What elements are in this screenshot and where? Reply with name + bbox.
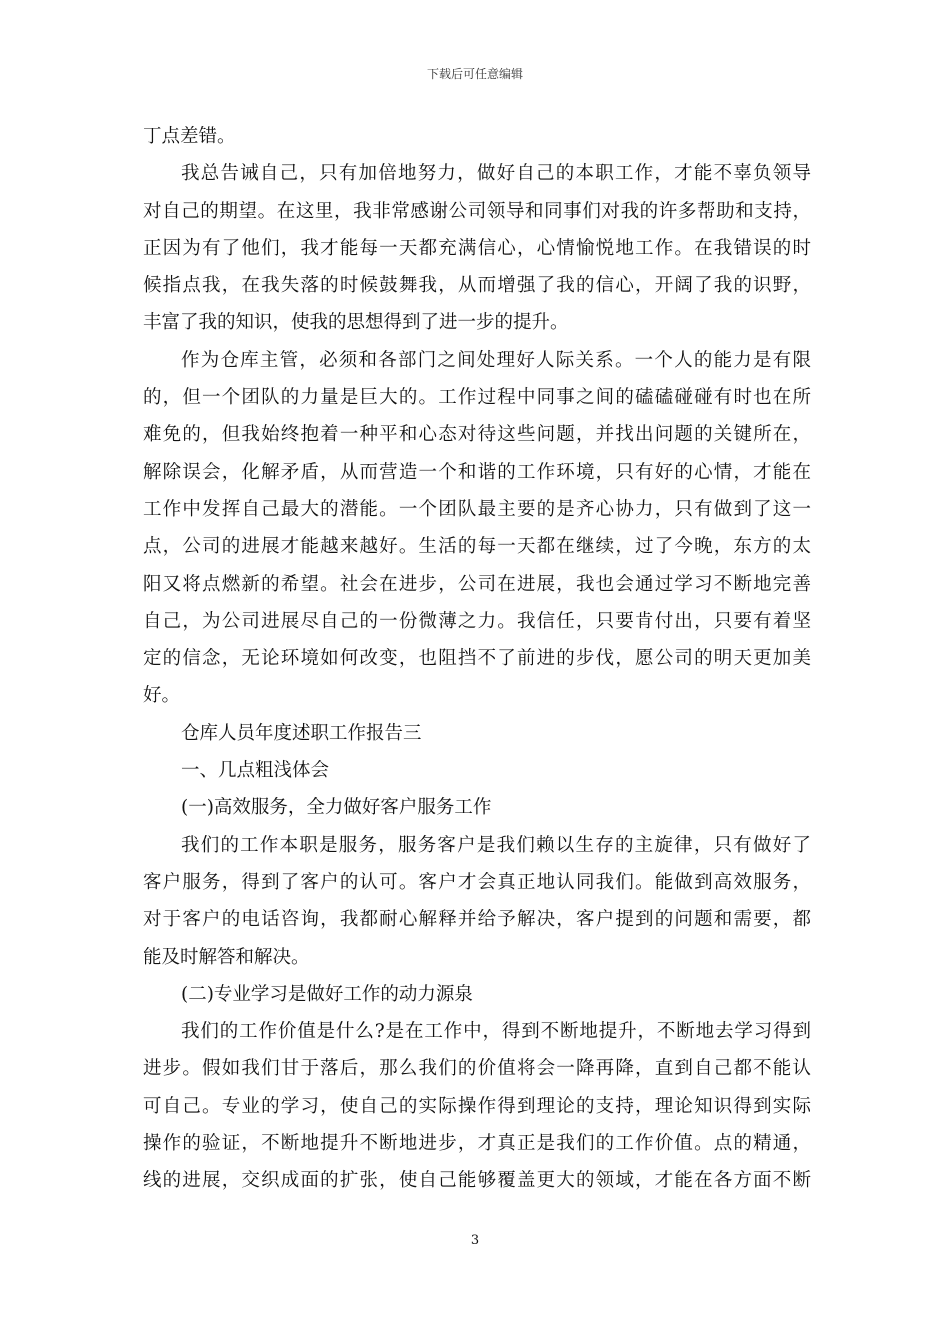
text-line: 客户服务，得到了客户的认可。客户才会真正地认同我们。能做到高效服务， — [143, 871, 811, 893]
text-line: 我总告诫自己，只有加倍地努力，做好自己的本职工作，才能不辜负领导 — [181, 163, 811, 185]
text-line: 阳又将点燃新的希望。社会在进步，公司在进展，我也会通过学习不断地完善 — [143, 573, 811, 595]
text-line: 对自己的期望。在这里，我非常感谢公司领导和同事们对我的许多帮助和支持， — [143, 200, 811, 222]
text-line: 自己，为公司进展尽自己的一份微薄之力。我信任，只要肯付出，只要有着坚 — [143, 610, 811, 632]
text-line: 作为仓库主管，必须和各部门之间处理好人际关系。一个人的能力是有限 — [181, 349, 811, 371]
page-number: 3 — [470, 1233, 480, 1248]
page-header: 下载后可任意编辑 — [426, 67, 523, 81]
text-line: 难免的，但我始终抱着一种平和心态对待这些问题，并找出问题的关键所在， — [143, 424, 811, 446]
document-body — [143, 118, 811, 1200]
text-line: 一、几点粗浅体会 — [181, 760, 330, 782]
text-line: 线的进展，交织成面的扩张，使自己能够覆盖更大的领域，才能在各方面不断 — [143, 1170, 811, 1192]
text-line: 仓库人员年度述职工作报告三 — [181, 722, 422, 744]
text-line: 进步。假如我们甘于落后，那么我们的价值将会一降再降，直到自己都不能认 — [143, 1058, 811, 1080]
text-line: 正因为有了他们，我才能每一天都充满信心，心情愉悦地工作。在我错误的时 — [143, 237, 811, 259]
text-line: 候指点我，在我失落的时候鼓舞我，从而增强了我的信心，开阔了我的识野， — [143, 275, 811, 297]
text-line: 点，公司的进展才能越来越好。生活的每一天都在继续，过了今晚，东方的太 — [143, 536, 811, 558]
text-line: 好。 — [143, 685, 181, 707]
text-line: 定的信念，无论环境如何改变，也阻挡不了前进的步伐，愿公司的明天更加美 — [143, 648, 811, 670]
text-line: 我们的工作价值是什么?是在工作中，得到不断地提升，不断地去学习得到 — [181, 1021, 811, 1043]
text-line: 丰富了我的知识，使我的思想得到了进一步的提升。 — [143, 312, 569, 334]
text-line: (一)高效服务，全力做好客户服务工作 — [181, 797, 492, 819]
text-line: 对于客户的电话咨询，我都耐心解释并给予解决，客户提到的问题和需要，都 — [143, 909, 811, 931]
text-line: 解除误会，化解矛盾，从而营造一个和谐的工作环境，只有好的心情，才能在 — [143, 461, 811, 483]
text-line: 可自己。专业的学习，使自己的实际操作得到理论的支持，理论知识得到实际 — [143, 1095, 811, 1117]
text-line: 我们的工作本职是服务，服务客户是我们赖以生存的主旋律，只有做好了 — [181, 834, 811, 856]
text-line: 的，但一个团队的力量是巨大的。工作过程中同事之间的磕磕碰碰有时也在所 — [143, 387, 811, 409]
text-line: 操作的验证，不断地提升不断地进步，才真正是我们的工作价值。点的精通， — [143, 1133, 811, 1155]
text-line: (二)专业学习是做好工作的动力源泉 — [181, 983, 473, 1005]
text-line: 能及时解答和解决。 — [143, 946, 310, 968]
text-line: 工作中发挥自己最大的潜能。一个团队最主要的是齐心协力，只有做到了这一 — [143, 498, 811, 520]
text-line: 丁点差错。 — [143, 126, 236, 147]
